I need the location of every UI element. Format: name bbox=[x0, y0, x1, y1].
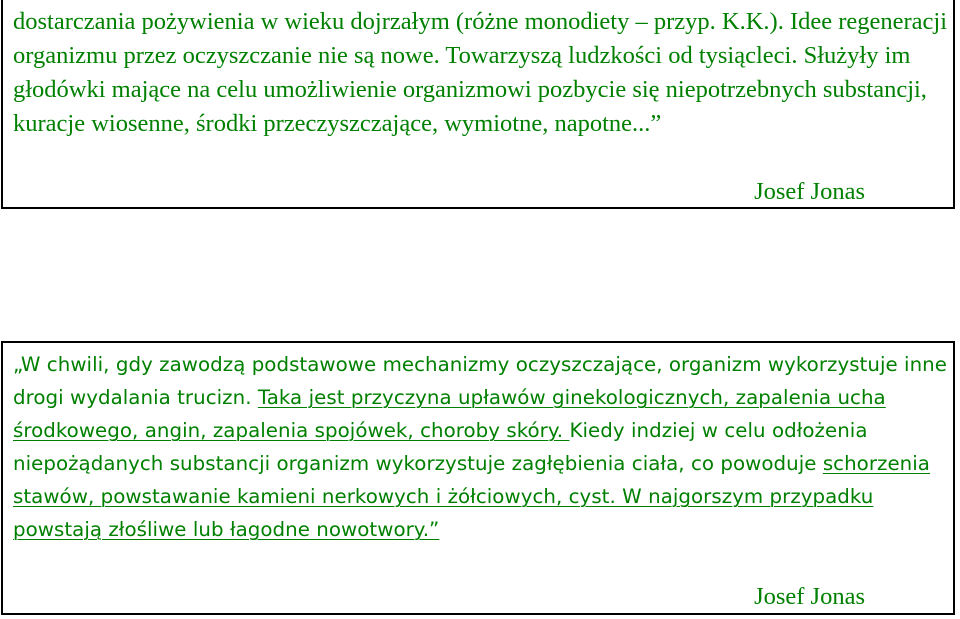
quote-segment-underlined-1: Taka jest przyczyna upławów ginekologicznych, zapalenia ucha środkowego, angin, zapalenia spojówek, choroby skóry. bbox=[13, 386, 886, 442]
quote-text-bottom bbox=[13, 348, 948, 546]
quote-segment-underlined-2: schorzenia stawów, powstawanie kamieni nerkowych i żółciowych, cyst. W najgorszym przypadku powstają złośliwe lub łagodne nowotwory.” bbox=[13, 452, 930, 541]
quote-box-bottom bbox=[1, 341, 955, 615]
quote-text-top: dostarczania pożywienia w wieku dojrzałym (różne monodiety – przyp. K.K.). Idee regeneracji organizmu przez oczyszczanie nie są nowe. Towarzyszą ludzkości od tysiącleci. Służyły im głodówki mające na celu umożliwienie organizmowi pozbycie się niepotrzebnych substancji, kuracje wiosenne, środki przeczyszczające, wymiotne, napotne...” bbox=[13, 8, 948, 137]
quote-segment-1: „W chwili, gdy zawodzą podstawowe mechanizmy oczyszczające, organizm wykorzystuje inne drogi wydalania trucizn. bbox=[13, 353, 947, 409]
quote-segment-2: Kiedy indziej w celu odłożenia niepożądanych substancji organizm wykorzystuje zagłębienia ciała, co powoduje bbox=[13, 419, 868, 475]
quote-author-bottom: Josef Jonas bbox=[754, 583, 865, 610]
quote-author-top: Josef Jonas bbox=[754, 178, 865, 205]
